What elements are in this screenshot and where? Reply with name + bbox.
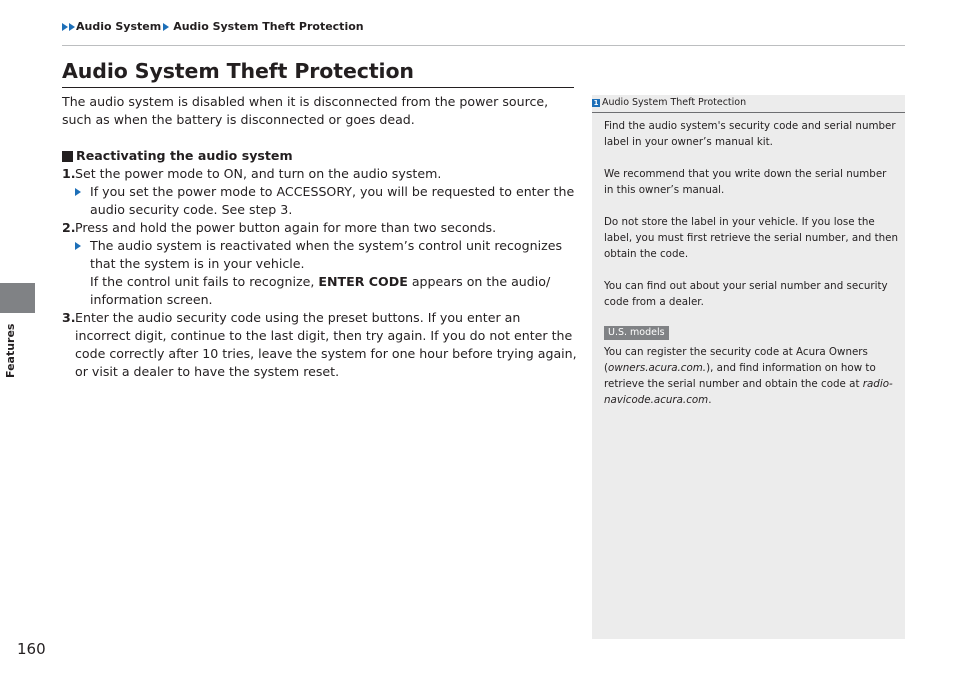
main-content xyxy=(62,93,578,381)
sidebar-text: . xyxy=(708,394,712,406)
step-note-text: The audio system is reactivated when the system’s control unit recognizes that the system is in your vehicle. xyxy=(90,238,563,271)
enter-code-label: ENTER CODE xyxy=(318,274,408,289)
sidebar-text: ), and find information on how to retrieve the serial number and obtain the code at xyxy=(604,362,876,390)
breadcrumb-item-audio-system[interactable]: Audio System xyxy=(76,20,162,33)
us-models-badge: U.S. models xyxy=(604,326,669,340)
sidebar-paragraph: Do not store the label in your vehicle. If you lose the label, you must first retrieve the serial number, and then obtain the code. xyxy=(604,216,898,260)
breadcrumb-arrow-icon xyxy=(62,23,68,31)
sidebar-text: You can register the security code at Acura Owners ( xyxy=(604,346,868,374)
section-tab-label: Features xyxy=(4,323,17,378)
page-number: 160 xyxy=(17,640,46,658)
step-note-text-3: appears on the audio/ information screen. xyxy=(90,274,551,307)
step-text: Set the power mode to ON, and turn on the audio system. xyxy=(75,166,442,181)
step-1-note xyxy=(75,183,578,219)
breadcrumb-arrow-icon xyxy=(163,23,169,31)
square-bullet-icon xyxy=(62,151,73,162)
sidebar-note-body xyxy=(604,118,899,408)
reference-number-badge: 1 xyxy=(593,98,599,107)
section-tab-marker xyxy=(0,283,35,313)
owners-site-link[interactable]: owners.acura.com. xyxy=(608,362,707,374)
breadcrumb-item-theft-protection[interactable]: Audio System Theft Protection xyxy=(173,20,364,33)
step-number: 3. xyxy=(62,310,76,325)
section-heading-text: Reactivating the audio system xyxy=(76,148,293,163)
sidebar-paragraph xyxy=(604,344,899,408)
step-2 xyxy=(62,219,578,237)
sidebar-divider xyxy=(592,112,905,113)
title-underline xyxy=(62,87,574,88)
sidebar-paragraph: Find the audio system's security code and serial number label in your owner’s manual kit. xyxy=(604,120,896,148)
sidebar-paragraph: We recommend that you write down the serial number in this owner’s manual. xyxy=(604,168,887,196)
breadcrumb xyxy=(62,20,364,33)
sidebar-note-title: Audio System Theft Protection xyxy=(602,97,747,108)
step-number: 1. xyxy=(62,166,76,181)
page-title: Audio System Theft Protection xyxy=(62,59,414,83)
radio-navicode-link[interactable]: radio-navicode.acura.com xyxy=(604,378,893,406)
breadcrumb-arrow-icon xyxy=(69,23,75,31)
step-3 xyxy=(62,309,578,381)
sidebar-paragraph: You can find out about your serial number and security code from a dealer. xyxy=(604,280,888,308)
arrow-right-icon xyxy=(75,188,81,196)
step-number: 2. xyxy=(62,220,76,235)
sidebar-note-header xyxy=(592,97,905,108)
step-2-note xyxy=(75,237,578,309)
section-heading xyxy=(62,147,578,165)
header-divider xyxy=(62,45,905,46)
intro-paragraph: The audio system is disabled when it is disconnected from the power source, such as when the battery is disconnected or goes dead. xyxy=(62,94,549,127)
arrow-right-icon xyxy=(75,242,81,250)
step-note-text: If you set the power mode to ACCESSORY, you will be requested to enter the audio security code. See step 3. xyxy=(90,184,575,217)
step-1 xyxy=(62,165,578,183)
step-text: Press and hold the power button again for more than two seconds. xyxy=(75,220,497,235)
step-text: Enter the audio security code using the preset buttons. If you enter an incorrect digit, continue to the last digit, then try again. If you do not enter the code correctly after 10 tries, leave the system for one hour before trying again, or visit a dealer to have the system reset. xyxy=(75,310,577,379)
step-note-text-2: If the control unit fails to recognize, xyxy=(90,274,319,289)
